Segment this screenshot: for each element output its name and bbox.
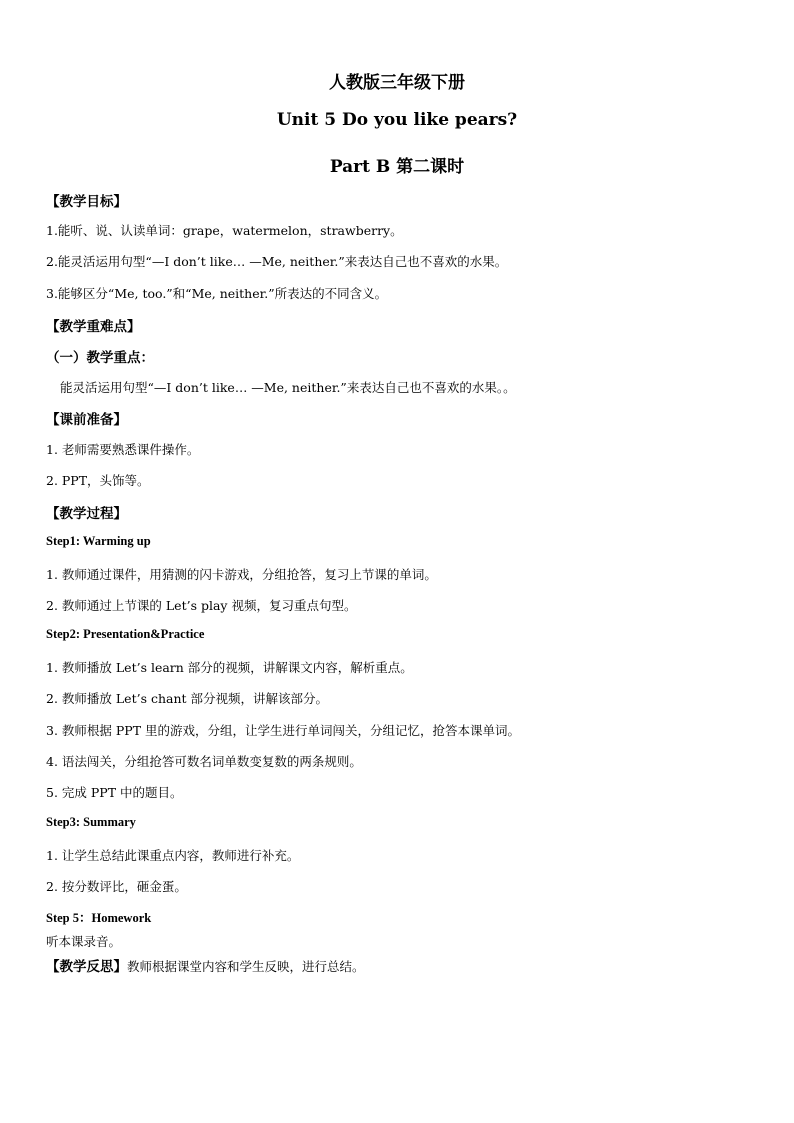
key-points-heading: 【教学重难点】 xyxy=(46,319,141,335)
step1-item: 2. 教师通过上节课的 Let’s play 视频，复习重点句型。 xyxy=(46,598,357,613)
step2-item: 5. 完成 PPT 中的题目。 xyxy=(46,785,183,800)
step1-title: Step1: Warming up xyxy=(46,534,151,548)
step3-item: 2. 按分数评比，砸金蛋。 xyxy=(46,879,187,894)
process-heading: 【教学过程】 xyxy=(46,506,127,522)
key-points-text: 能灵活运用句型“—I don’t like… —Me, neither.”来表达自己也不喜欢的水果。。 xyxy=(60,380,516,395)
step2-title: Step2: Presentation&Practice xyxy=(46,627,205,641)
part-title: Part B 第二课时 xyxy=(329,157,465,177)
step2-item: 2. 教师播放 Let’s chant 部分视频，讲解该部分。 xyxy=(46,691,329,706)
preparation-item: 1. 老师需要熟悉课件操作。 xyxy=(46,442,200,457)
step2-item: 1. 教师播放 Let’s learn 部分的视频，讲解课文内容，解析重点。 xyxy=(46,660,413,675)
objectives-heading: 【教学目标】 xyxy=(46,194,127,210)
unit-title: Unit 5 Do you like pears? xyxy=(276,110,518,130)
step2-item: 3. 教师根据 PPT 里的游戏，分组，让学生进行单词闯关，分组记忆，抢答本课单词。 xyxy=(46,723,521,738)
step5-title: Step 5：Homework xyxy=(46,911,152,925)
step1-item: 1. 教师通过课件，用猜测的闪卡游戏，分组抢答，复习上节课的单词。 xyxy=(46,567,437,582)
step5-text: 听本课录音。 xyxy=(46,934,122,949)
step2-item: 4. 语法闯关，分组抢答可数名词单数变复数的两条规则。 xyxy=(46,754,362,769)
objective-item: 2.能灵活运用句型“—I don’t like… —Me, neither.”来表达自己也不喜欢的水果。 xyxy=(46,254,508,269)
objective-item: 3.能够区分“Me, too.”和“Me, neither.”所表达的不同含义。 xyxy=(46,286,388,301)
reflection-text: 教师根据课堂内容和学生反映，进行总结。 xyxy=(127,959,365,974)
document-title: 人教版三年级下册 xyxy=(329,73,465,93)
step3-item: 1. 让学生总结此课重点内容，教师进行补充。 xyxy=(46,848,300,863)
preparation-heading: 【课前准备】 xyxy=(46,412,127,428)
reflection-heading: 【教学反思】 xyxy=(46,959,127,975)
objective-item: 1.能听、说、认读单词：grape，watermelon，strawberry。 xyxy=(46,223,403,238)
key-points-subheading: （一）教学重点： xyxy=(46,350,154,366)
step3-title: Step3: Summary xyxy=(46,815,136,829)
reflection-line xyxy=(46,955,365,975)
preparation-item: 2. PPT，头饰等。 xyxy=(46,473,150,488)
